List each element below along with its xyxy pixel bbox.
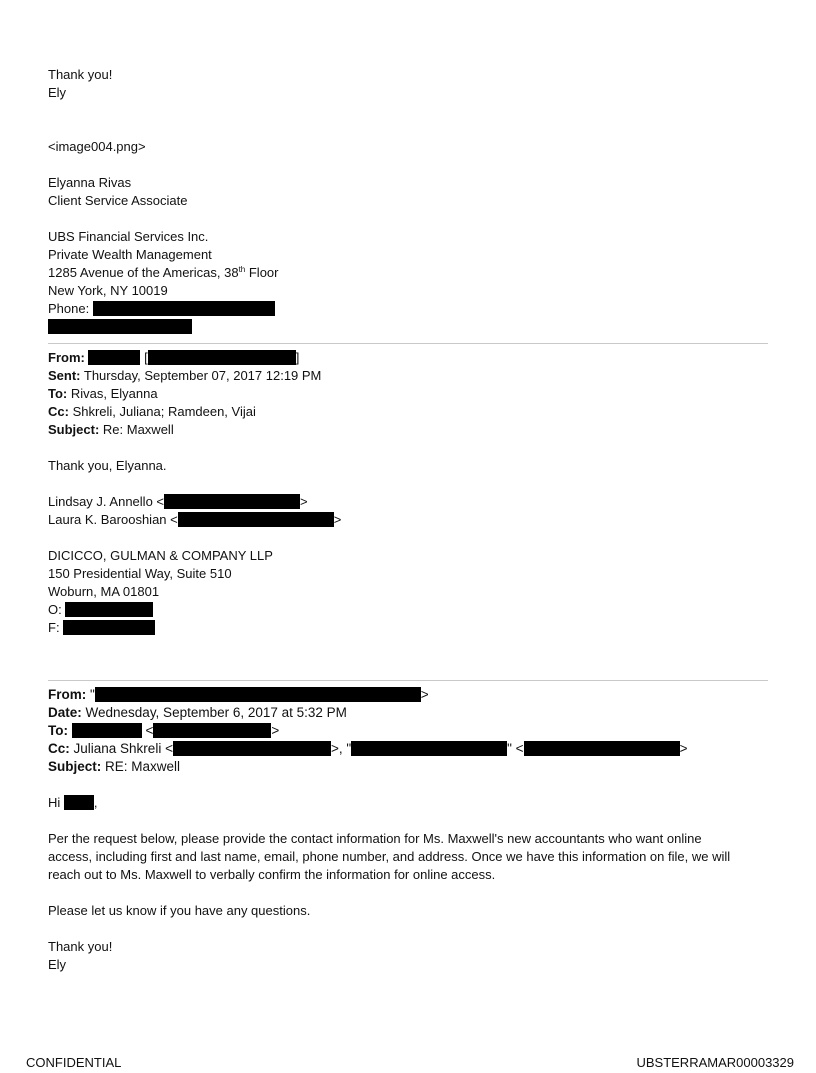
firm-city: Woburn, MA 01801: [48, 584, 160, 599]
msg2-subject: Subject: RE: Maxwell: [48, 759, 181, 774]
msg2-to: To: < >: [48, 723, 280, 738]
bates-number: UBSTERRAMAR00003329: [636, 1055, 794, 1070]
image-attachment-ref: <image004.png>: [48, 139, 146, 154]
redaction-block: [164, 494, 300, 509]
msg1-to: To: Rivas, Elyanna: [48, 386, 158, 401]
signature-email-redacted: [48, 318, 768, 336]
msg2-signature: Ely: [48, 957, 67, 972]
redaction-block: [178, 512, 334, 527]
redaction-block: [524, 741, 680, 756]
msg1-from: From: [ ]: [48, 350, 300, 365]
signature-name: Elyanna Rivas: [48, 175, 132, 190]
signature-city: New York, NY 10019: [48, 283, 168, 298]
signature-title: Client Service Associate: [48, 193, 188, 208]
firm-fax: F:: [48, 619, 768, 637]
email-document: [48, 66, 768, 974]
redaction-block: [63, 620, 155, 635]
msg2-greeting: Hi ,: [48, 795, 98, 810]
firm-street: 150 Presidential Way, Suite 510: [48, 566, 232, 581]
confidential-label: CONFIDENTIAL: [26, 1055, 122, 1070]
contact-line-2: Laura K. Barooshian < >: [48, 512, 342, 527]
redaction-block: [351, 741, 507, 756]
redaction-block: [148, 350, 296, 365]
signature-division: Private Wealth Management: [48, 247, 212, 262]
redaction-block: [95, 687, 421, 702]
redaction-block: [88, 350, 140, 365]
redaction-block: [64, 795, 94, 810]
redaction-block: [65, 602, 153, 617]
msg2-date: Date: Wednesday, September 6, 2017 at 5:32 PM: [48, 705, 347, 720]
msg2-thanks: Thank you!: [48, 939, 113, 954]
divider: [48, 343, 768, 344]
msg1-sent: Sent: Thursday, September 07, 2017 12:19 PM: [48, 368, 322, 383]
closing-signature: Ely: [48, 85, 67, 100]
firm-name: DICICCO, GULMAN & COMPANY LLP: [48, 548, 273, 563]
msg2-from: From: " >: [48, 687, 429, 702]
signature-address: 1285 Avenue of the Americas, 38th Floor: [48, 265, 279, 280]
msg2-paragraph-line: reach out to Ms. Maxwell to verbally confirm the information for online access.: [48, 867, 496, 882]
msg2-paragraph-line: Per the request below, please provide the contact information for Ms. Maxwell's new accountants who want online: [48, 831, 702, 846]
redaction-block: [93, 301, 275, 316]
signature-company: UBS Financial Services Inc.: [48, 229, 209, 244]
msg1-subject: Subject: Re: Maxwell: [48, 422, 174, 437]
redaction-block: [72, 723, 142, 738]
divider: [48, 680, 768, 681]
contact-line-1: Lindsay J. Annello < >: [48, 494, 308, 509]
msg2-questions: Please let us know if you have any questions.: [48, 903, 311, 918]
msg1-cc: Cc: Shkreli, Juliana; Ramdeen, Vijai: [48, 404, 256, 419]
msg2-paragraph-line: access, including first and last name, email, phone number, and address. Once we have this information on file, we will: [48, 849, 731, 864]
redaction-block: [48, 319, 192, 334]
closing-thanks: Thank you!: [48, 67, 113, 82]
msg2-cc: Cc: Juliana Shkreli < >, " " < >: [48, 741, 688, 756]
signature-phone: Phone:: [48, 300, 768, 318]
redaction-block: [173, 741, 331, 756]
firm-office-phone: O:: [48, 601, 768, 619]
msg1-body: Thank you, Elyanna.: [48, 458, 167, 473]
redaction-block: [153, 723, 271, 738]
